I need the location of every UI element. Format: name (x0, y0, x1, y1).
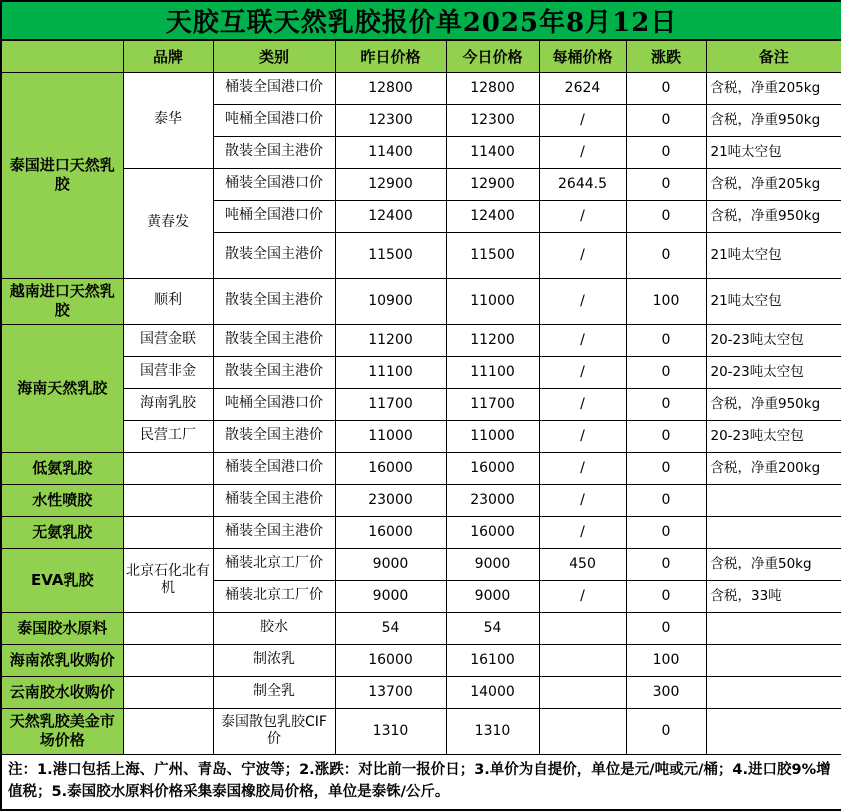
table-row (1, 644, 841, 676)
cell-today-price: 11100 (446, 356, 539, 388)
cell-brand: 国营金联 (123, 324, 213, 356)
cell-yesterday-price: 12800 (335, 72, 446, 104)
cell-category: 越南进口天然乳胶 (1, 278, 123, 324)
cell-remark: 含税，净重950kg (706, 200, 841, 232)
cell-type: 吨桶全国港口价 (213, 388, 335, 420)
cell-per-barrel-price: 450 (539, 548, 626, 580)
cell-category: 海南浓乳收购价 (1, 644, 123, 676)
table-row (1, 516, 841, 548)
cell-per-barrel-price: / (539, 200, 626, 232)
cell-change: 0 (626, 72, 706, 104)
cell-today-price: 16000 (446, 516, 539, 548)
cell-type: 散装全国主港价 (213, 232, 335, 278)
cell-per-barrel-price: / (539, 516, 626, 548)
cell-per-barrel-price: / (539, 104, 626, 136)
cell-remark: 20-23吨太空包 (706, 356, 841, 388)
cell-today-price: 23000 (446, 484, 539, 516)
cell-type: 散装全国主港价 (213, 356, 335, 388)
cell-yesterday-price: 54 (335, 612, 446, 644)
cell-remark: 20-23吨太空包 (706, 324, 841, 356)
cell-remark: 含税，净重950kg (706, 104, 841, 136)
cell-remark: 含税，净重200kg (706, 452, 841, 484)
cell-category: 云南胶水收购价 (1, 676, 123, 708)
cell-yesterday-price: 12400 (335, 200, 446, 232)
cell-type: 吨桶全国港口价 (213, 200, 335, 232)
cell-per-barrel-price (539, 676, 626, 708)
table-row (1, 168, 841, 200)
cell-change: 0 (626, 548, 706, 580)
cell-change: 0 (626, 708, 706, 754)
cell-today-price: 16100 (446, 644, 539, 676)
cell-remark (706, 612, 841, 644)
cell-brand (123, 676, 213, 708)
cell-per-barrel-price: / (539, 420, 626, 452)
cell-brand (123, 484, 213, 516)
cell-change: 0 (626, 388, 706, 420)
cell-brand: 顺利 (123, 278, 213, 324)
table-row (1, 356, 841, 388)
header-per-barrel-price: 每桶价格 (539, 40, 626, 72)
cell-per-barrel-price: 2644.5 (539, 168, 626, 200)
header-yesterday-price: 昨日价格 (335, 40, 446, 72)
cell-today-price: 9000 (446, 580, 539, 612)
cell-per-barrel-price (539, 708, 626, 754)
cell-type: 桶装全国港口价 (213, 168, 335, 200)
cell-yesterday-price: 11200 (335, 324, 446, 356)
cell-brand (123, 452, 213, 484)
cell-per-barrel-price: / (539, 136, 626, 168)
cell-remark: 含税，净重205kg (706, 168, 841, 200)
cell-yesterday-price: 23000 (335, 484, 446, 516)
cell-per-barrel-price: / (539, 580, 626, 612)
header-row (1, 40, 841, 72)
cell-brand (123, 612, 213, 644)
cell-yesterday-price: 11000 (335, 420, 446, 452)
cell-category: 水性喷胶 (1, 484, 123, 516)
cell-brand (123, 516, 213, 548)
title-row (1, 1, 841, 40)
header-remark: 备注 (706, 40, 841, 72)
table-row (1, 324, 841, 356)
cell-per-barrel-price: / (539, 324, 626, 356)
table-body (1, 72, 841, 754)
cell-change: 0 (626, 420, 706, 452)
cell-today-price: 12300 (446, 104, 539, 136)
cell-change: 0 (626, 168, 706, 200)
cell-per-barrel-price: / (539, 452, 626, 484)
cell-brand: 海南乳胶 (123, 388, 213, 420)
cell-change: 0 (626, 484, 706, 516)
cell-type: 散装全国主港价 (213, 278, 335, 324)
cell-category: 天然乳胶美金市场价格 (1, 708, 123, 754)
cell-change: 0 (626, 232, 706, 278)
cell-per-barrel-price: / (539, 484, 626, 516)
cell-category: 泰国胶水原料 (1, 612, 123, 644)
cell-remark (706, 708, 841, 754)
cell-brand: 国营非金 (123, 356, 213, 388)
cell-type: 散装全国主港价 (213, 136, 335, 168)
cell-type: 桶装北京工厂价 (213, 548, 335, 580)
table-row (1, 278, 841, 324)
cell-today-price: 11700 (446, 388, 539, 420)
cell-change: 300 (626, 676, 706, 708)
table-head (1, 1, 841, 72)
cell-type: 桶装全国主港价 (213, 516, 335, 548)
cell-remark: 含税，33吨 (706, 580, 841, 612)
cell-yesterday-price: 16000 (335, 452, 446, 484)
header-type: 类别 (213, 40, 335, 72)
cell-change: 0 (626, 104, 706, 136)
cell-remark (706, 516, 841, 548)
cell-category: 泰国进口天然乳胶 (1, 72, 123, 278)
cell-brand: 泰华 (123, 72, 213, 168)
cell-change: 0 (626, 612, 706, 644)
cell-yesterday-price: 9000 (335, 548, 446, 580)
cell-type: 桶装全国主港价 (213, 484, 335, 516)
cell-change: 100 (626, 278, 706, 324)
cell-remark: 含税，净重950kg (706, 388, 841, 420)
cell-category: 无氨乳胶 (1, 516, 123, 548)
cell-per-barrel-price (539, 612, 626, 644)
footer-note: 注：1.港口包括上海、广州、青岛、宁波等；2.涨跌：对比前一报价日；3.单价为自提价，单位是元/吨或元/桶；4.进口胶9%增值税；5.泰国胶水原料价格采集泰国橡胶局价格，单位是泰铢/公斤。 (1, 754, 841, 810)
cell-change: 0 (626, 136, 706, 168)
cell-today-price: 12800 (446, 72, 539, 104)
table-row (1, 452, 841, 484)
table-row (1, 676, 841, 708)
cell-remark: 21吨太空包 (706, 136, 841, 168)
header-today-price: 今日价格 (446, 40, 539, 72)
cell-yesterday-price: 16000 (335, 516, 446, 548)
table-foot (1, 754, 841, 810)
cell-remark: 20-23吨太空包 (706, 420, 841, 452)
cell-yesterday-price: 12300 (335, 104, 446, 136)
table-row (1, 548, 841, 580)
cell-today-price: 12900 (446, 168, 539, 200)
cell-brand: 黄春发 (123, 168, 213, 278)
cell-per-barrel-price: / (539, 232, 626, 278)
table-row (1, 388, 841, 420)
table-row (1, 708, 841, 754)
cell-remark: 含税，净重50kg (706, 548, 841, 580)
cell-today-price: 9000 (446, 548, 539, 580)
cell-change: 0 (626, 452, 706, 484)
cell-type: 散装全国主港价 (213, 324, 335, 356)
cell-remark: 含税，净重205kg (706, 72, 841, 104)
cell-type: 制全乳 (213, 676, 335, 708)
cell-yesterday-price: 13700 (335, 676, 446, 708)
cell-change: 0 (626, 516, 706, 548)
cell-per-barrel-price: / (539, 356, 626, 388)
cell-yesterday-price: 9000 (335, 580, 446, 612)
cell-per-barrel-price (539, 644, 626, 676)
cell-yesterday-price: 10900 (335, 278, 446, 324)
cell-remark (706, 484, 841, 516)
cell-type: 桶装北京工厂价 (213, 580, 335, 612)
cell-yesterday-price: 11100 (335, 356, 446, 388)
cell-brand: 北京石化北有机 (123, 548, 213, 612)
cell-remark: 21吨太空包 (706, 232, 841, 278)
cell-yesterday-price: 16000 (335, 644, 446, 676)
cell-yesterday-price: 12900 (335, 168, 446, 200)
cell-category: 海南天然乳胶 (1, 324, 123, 452)
cell-brand (123, 644, 213, 676)
cell-type: 桶装全国港口价 (213, 452, 335, 484)
header-category (1, 40, 123, 72)
cell-today-price: 1310 (446, 708, 539, 754)
cell-today-price: 16000 (446, 452, 539, 484)
cell-type: 桶装全国港口价 (213, 72, 335, 104)
cell-yesterday-price: 11500 (335, 232, 446, 278)
table-row (1, 484, 841, 516)
cell-today-price: 11200 (446, 324, 539, 356)
cell-today-price: 11000 (446, 278, 539, 324)
table-row (1, 72, 841, 104)
table-row (1, 420, 841, 452)
cell-change: 0 (626, 324, 706, 356)
cell-remark (706, 676, 841, 708)
cell-brand (123, 708, 213, 754)
footer-row (1, 754, 841, 810)
cell-yesterday-price: 1310 (335, 708, 446, 754)
cell-remark: 21吨太空包 (706, 278, 841, 324)
cell-remark (706, 644, 841, 676)
header-brand: 品牌 (123, 40, 213, 72)
cell-change: 0 (626, 580, 706, 612)
cell-type: 泰国散包乳胶CIF价 (213, 708, 335, 754)
cell-brand: 民营工厂 (123, 420, 213, 452)
cell-yesterday-price: 11400 (335, 136, 446, 168)
cell-today-price: 54 (446, 612, 539, 644)
cell-per-barrel-price: / (539, 278, 626, 324)
cell-per-barrel-price: / (539, 388, 626, 420)
cell-type: 吨桶全国港口价 (213, 104, 335, 136)
cell-type: 散装全国主港价 (213, 420, 335, 452)
cell-today-price: 11400 (446, 136, 539, 168)
table-row (1, 612, 841, 644)
cell-change: 0 (626, 200, 706, 232)
cell-change: 0 (626, 356, 706, 388)
cell-category: 低氨乳胶 (1, 452, 123, 484)
cell-change: 100 (626, 644, 706, 676)
report-title: 天胶互联天然乳胶报价单2025年8月12日 (1, 1, 841, 40)
cell-yesterday-price: 11700 (335, 388, 446, 420)
cell-today-price: 14000 (446, 676, 539, 708)
header-change: 涨跌 (626, 40, 706, 72)
cell-per-barrel-price: 2624 (539, 72, 626, 104)
cell-today-price: 11500 (446, 232, 539, 278)
cell-type: 制浓乳 (213, 644, 335, 676)
cell-type: 胶水 (213, 612, 335, 644)
cell-category: EVA乳胶 (1, 548, 123, 612)
cell-today-price: 11000 (446, 420, 539, 452)
cell-today-price: 12400 (446, 200, 539, 232)
